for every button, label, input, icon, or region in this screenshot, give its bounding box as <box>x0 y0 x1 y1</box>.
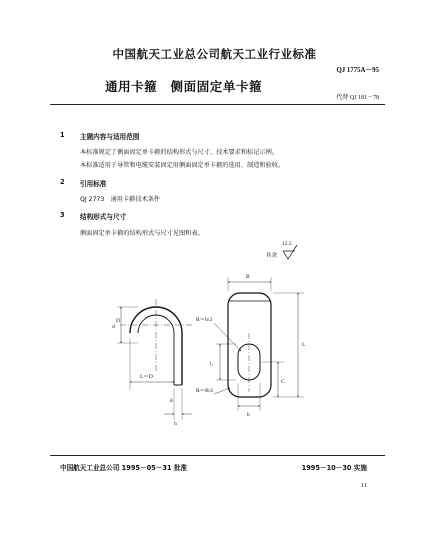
section-1-paragraph-1: 本标准规定了侧面固定单卡箍的结构形式与尺寸、技术要求和标记示例。 <box>80 149 278 156</box>
label-C: C <box>281 379 285 385</box>
label-R-half-B: R＝B/2 <box>196 388 214 394</box>
replaces-note: 代替 QJ 181－78 <box>336 95 379 101</box>
section-2-paragraph-1: QJ 2773 通用卡箍技术条件 <box>80 196 161 203</box>
org-title: 中国航天工业总公司航天工业行业标准 <box>112 47 317 61</box>
footer-rule <box>50 455 385 456</box>
page-number: 11 <box>360 482 367 489</box>
effective-date: 1995－10－30 实施 <box>301 464 367 472</box>
label-L: L <box>302 342 306 348</box>
standard-number: QJ 1775A－95 <box>336 67 379 74</box>
label-R-half-b: R＝b/2 <box>196 317 213 323</box>
section-3-number: 3 <box>60 211 65 219</box>
label-h: h <box>174 421 177 427</box>
label-D: D <box>116 318 120 324</box>
roughness-symbol <box>266 241 297 259</box>
section-2-number: 2 <box>60 178 65 186</box>
label-delta: δ <box>170 398 173 404</box>
section-1-title: 主题内容与适用范围 <box>80 133 140 141</box>
label-l1: l₁ <box>210 361 214 367</box>
clamp-side-view <box>214 277 304 411</box>
svg-text:12.5: 12.5 <box>282 241 292 247</box>
label-L-eq-D: L＝D <box>140 374 153 380</box>
label-b: b <box>247 412 250 418</box>
label-B: B <box>246 274 250 280</box>
approval-date: 中国航天工业总公司 1995－05－31 批准 <box>60 464 188 472</box>
clamp-front-view <box>117 299 192 420</box>
section-1-paragraph-2: 本标准适用于导管和电缆安装固定用侧面固定单卡箍的选用、制造和验收。 <box>80 162 285 169</box>
section-1-number: 1 <box>60 131 65 139</box>
section-2-title: 引用标准 <box>80 180 107 188</box>
document-title: 通用卡箍 侧面固定单卡箍 <box>105 79 263 94</box>
section-3-title: 结构形式与尺寸 <box>80 213 127 221</box>
svg-text:其余: 其余 <box>266 253 278 259</box>
section-3-paragraph-1: 侧面固定单卡箍的结构形式与尺寸见图和表。 <box>80 230 204 237</box>
label-d: d <box>112 324 115 330</box>
